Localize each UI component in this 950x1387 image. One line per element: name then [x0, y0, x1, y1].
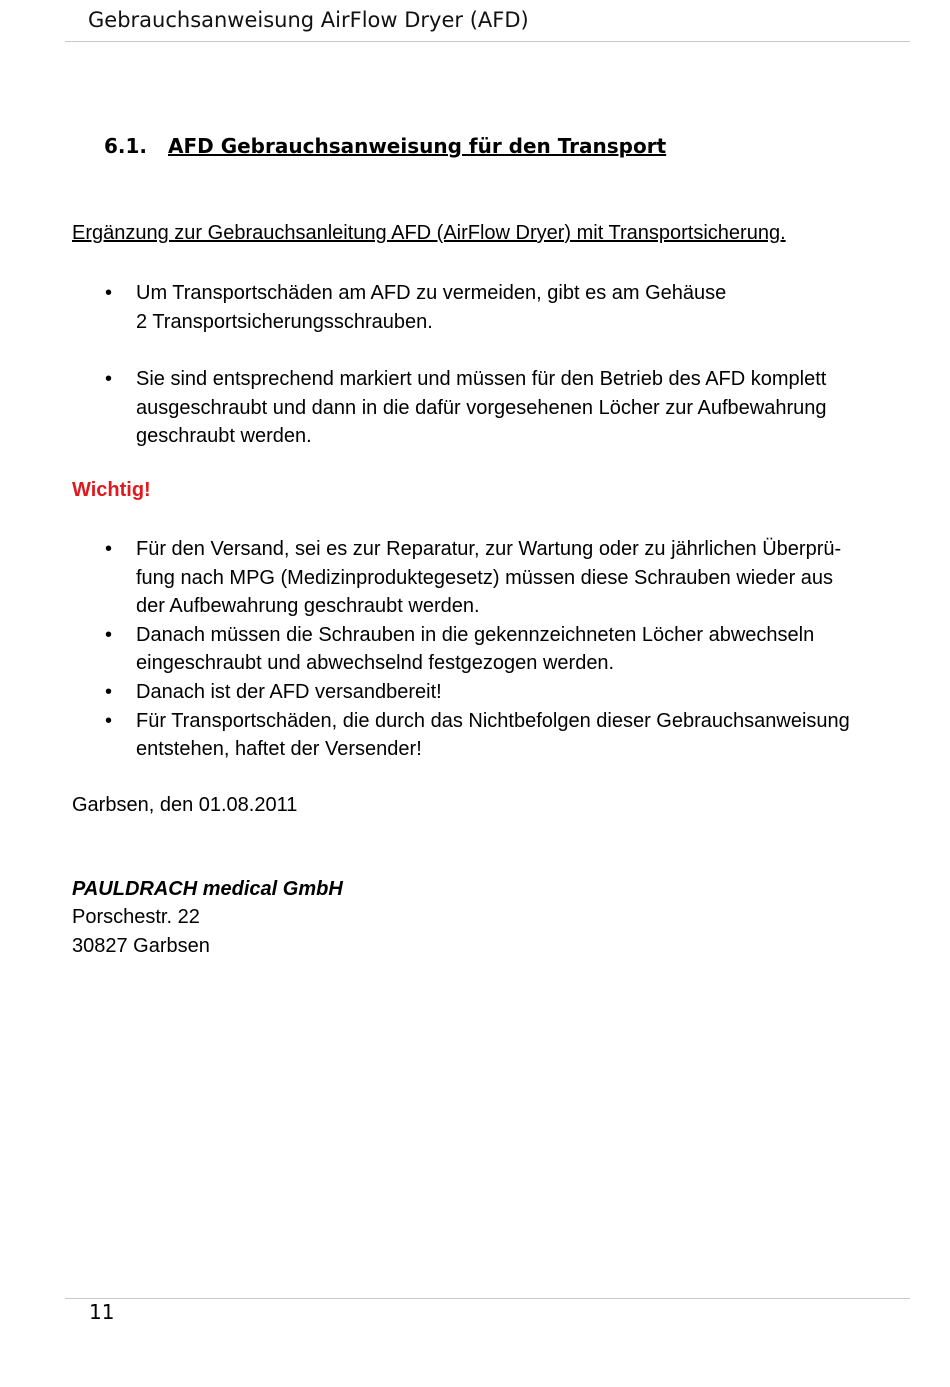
list-item-line: Sie sind entsprechend markiert und müssen für den Betrieb des AFD komplett: [136, 368, 827, 391]
bullet-icon: •: [105, 368, 113, 391]
bullet-icon: •: [105, 680, 113, 703]
company-city: 30827 Garbsen: [72, 935, 210, 957]
bullet-icon: •: [105, 538, 113, 560]
section-number: 6.1.: [104, 134, 148, 158]
list-item-line: entstehen, haftet der Versender!: [136, 738, 422, 761]
list-item: [72, 621, 912, 678]
list-item-line: Danach müssen die Schrauben in die gekennzeichneten Löcher abwechseln: [136, 623, 815, 646]
list-item: [72, 365, 912, 451]
list-item-line: geschraubt werden.: [136, 425, 312, 448]
list-item: [72, 678, 912, 707]
list-item-line: Für Transportschäden, die durch das Nichtbefolgen dieser Gebrauchsanweisung: [136, 709, 850, 732]
list-item: [72, 535, 912, 621]
bullet-icon: •: [105, 623, 113, 646]
header-divider: [65, 41, 910, 42]
company-street: Porschestr. 22: [72, 906, 200, 928]
list-item: [72, 707, 912, 764]
section-heading: [104, 134, 666, 158]
list-item-line: der Aufbewahrung geschraubt werden.: [136, 595, 480, 618]
bullet-icon: •: [105, 709, 113, 732]
bullet-icon: •: [105, 282, 113, 304]
list-item-line: fung nach MPG (Medizinproduktegesetz) müssen diese Schrauben wieder aus: [136, 566, 834, 589]
list-item-line: Danach ist der AFD versandbereit!: [136, 680, 442, 703]
intro-text: Ergänzung zur Gebrauchsanleitung AFD (AirFlow Dryer) mit Transportsicherung.: [72, 222, 786, 244]
list-item-line: 2 Transportsicherungsschrauben.: [136, 310, 433, 333]
important-label: Wichtig!: [72, 479, 151, 501]
section-title: AFD Gebrauchsanweisung für den Transport: [168, 134, 667, 158]
list-item-line: eingeschraubt und abwechselnd festgezogen werden.: [136, 652, 615, 675]
footer-divider: [65, 1298, 910, 1299]
list-item-line: Für den Versand, sei es zur Reparatur, zur Wartung oder zu jährlichen Überprü-: [136, 538, 842, 560]
page-number: 11: [89, 1300, 115, 1324]
transport-lock-list: [72, 279, 912, 451]
shipping-instructions-list: [72, 535, 912, 764]
date-line: Garbsen, den 01.08.2011: [72, 794, 298, 816]
company-name: PAULDRACH medical GmbH: [72, 878, 343, 900]
document-header-title: Gebrauchsanweisung AirFlow Dryer (AFD): [88, 8, 529, 32]
list-item-line: ausgeschraubt und dann in die dafür vorgesehenen Löcher zur Aufbewahrung: [136, 396, 827, 419]
list-item-line: Um Transportschäden am AFD zu vermeiden, gibt es am Gehäuse: [136, 282, 727, 304]
list-item: [72, 279, 912, 336]
